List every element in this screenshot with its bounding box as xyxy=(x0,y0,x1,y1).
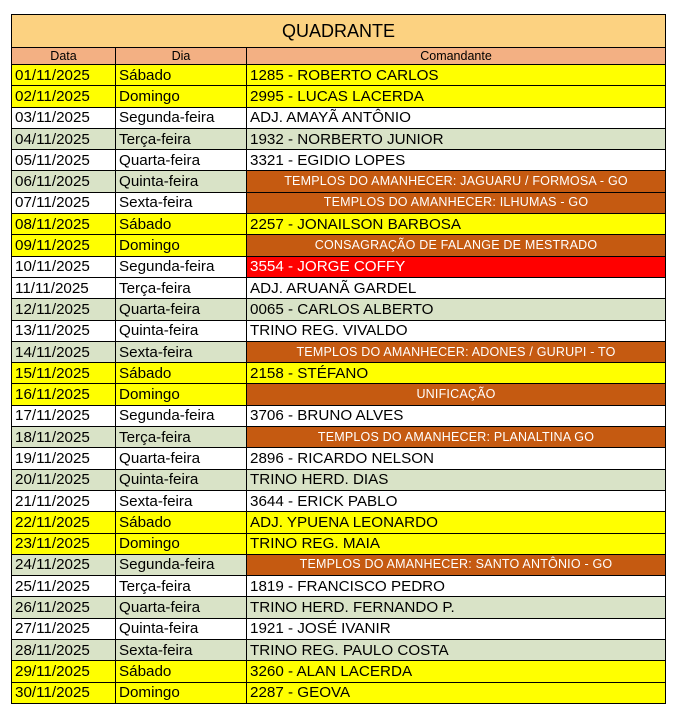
table-row xyxy=(12,682,666,703)
commander-cell: TRINO HERD. FERNANDO P. xyxy=(247,597,666,618)
date-cell: 10/11/2025 xyxy=(12,256,116,277)
commander-cell: 2287 - GEOVA xyxy=(247,682,666,703)
sheet-title: QUADRANTE xyxy=(12,15,666,48)
title-row xyxy=(12,15,666,48)
commander-cell: 1285 - ROBERTO CARLOS xyxy=(247,65,666,86)
table-row xyxy=(12,363,666,384)
table-row xyxy=(12,554,666,575)
header-commander: Comandante xyxy=(247,48,666,65)
commander-cell: TRINO HERD. DIAS xyxy=(247,469,666,490)
commander-cell: CONSAGRAÇÃO DE FALANGE DE MESTRADO xyxy=(247,235,666,256)
day-cell: Quarta-feira xyxy=(116,299,247,320)
table-row xyxy=(12,533,666,554)
commander-cell: ADJ. AMAYÃ ANTÔNIO xyxy=(247,107,666,128)
header-row xyxy=(12,48,666,65)
date-cell: 28/11/2025 xyxy=(12,640,116,661)
header-day: Dia xyxy=(116,48,247,65)
date-cell: 06/11/2025 xyxy=(12,171,116,192)
day-cell: Domingo xyxy=(116,86,247,107)
table-row xyxy=(12,576,666,597)
table-row xyxy=(12,661,666,682)
commander-cell: 2158 - STÉFANO xyxy=(247,363,666,384)
date-cell: 20/11/2025 xyxy=(12,469,116,490)
table-row xyxy=(12,405,666,426)
table-row xyxy=(12,448,666,469)
date-cell: 23/11/2025 xyxy=(12,533,116,554)
table-row xyxy=(12,597,666,618)
date-cell: 08/11/2025 xyxy=(12,214,116,235)
day-cell: Quinta-feira xyxy=(116,171,247,192)
commander-cell: 1921 - JOSÉ IVANIR xyxy=(247,618,666,639)
commander-cell: 3554 - JORGE COFFY xyxy=(247,256,666,277)
table-row xyxy=(12,299,666,320)
date-cell: 01/11/2025 xyxy=(12,65,116,86)
commander-cell: UNIFICAÇÃO xyxy=(247,384,666,405)
table-row xyxy=(12,490,666,511)
day-cell: Domingo xyxy=(116,682,247,703)
day-cell: Sexta-feira xyxy=(116,640,247,661)
commander-cell: 2257 - JONAILSON BARBOSA xyxy=(247,214,666,235)
table-row xyxy=(12,618,666,639)
table-row xyxy=(12,469,666,490)
commander-cell: 3321 - EGIDIO LOPES xyxy=(247,150,666,171)
table-row xyxy=(12,150,666,171)
table-row xyxy=(12,65,666,86)
schedule-table xyxy=(11,14,666,704)
date-cell: 11/11/2025 xyxy=(12,277,116,298)
day-cell: Quarta-feira xyxy=(116,150,247,171)
table-row xyxy=(12,341,666,362)
day-cell: Terça-feira xyxy=(116,277,247,298)
commander-cell: 1819 - FRANCISCO PEDRO xyxy=(247,576,666,597)
table-row xyxy=(12,192,666,213)
commander-cell: TEMPLOS DO AMANHECER: SANTO ANTÔNIO - GO xyxy=(247,554,666,575)
day-cell: Sexta-feira xyxy=(116,192,247,213)
date-cell: 21/11/2025 xyxy=(12,490,116,511)
day-cell: Sexta-feira xyxy=(116,341,247,362)
table-row xyxy=(12,320,666,341)
date-cell: 22/11/2025 xyxy=(12,512,116,533)
date-cell: 02/11/2025 xyxy=(12,86,116,107)
date-cell: 17/11/2025 xyxy=(12,405,116,426)
day-cell: Sábado xyxy=(116,363,247,384)
day-cell: Sexta-feira xyxy=(116,490,247,511)
day-cell: Segunda-feira xyxy=(116,256,247,277)
date-cell: 30/11/2025 xyxy=(12,682,116,703)
commander-cell: ADJ. YPUENA LEONARDO xyxy=(247,512,666,533)
table-row xyxy=(12,214,666,235)
date-cell: 25/11/2025 xyxy=(12,576,116,597)
day-cell: Terça-feira xyxy=(116,427,247,448)
date-cell: 03/11/2025 xyxy=(12,107,116,128)
day-cell: Quinta-feira xyxy=(116,320,247,341)
date-cell: 24/11/2025 xyxy=(12,554,116,575)
date-cell: 15/11/2025 xyxy=(12,363,116,384)
day-cell: Domingo xyxy=(116,235,247,256)
day-cell: Quarta-feira xyxy=(116,448,247,469)
table-row xyxy=(12,640,666,661)
day-cell: Quinta-feira xyxy=(116,469,247,490)
date-cell: 29/11/2025 xyxy=(12,661,116,682)
table-row xyxy=(12,512,666,533)
table-row xyxy=(12,235,666,256)
date-cell: 09/11/2025 xyxy=(12,235,116,256)
day-cell: Terça-feira xyxy=(116,128,247,149)
commander-cell: 3260 - ALAN LACERDA xyxy=(247,661,666,682)
day-cell: Quinta-feira xyxy=(116,618,247,639)
day-cell: Quarta-feira xyxy=(116,597,247,618)
date-cell: 07/11/2025 xyxy=(12,192,116,213)
commander-cell: 1932 - NORBERTO JUNIOR xyxy=(247,128,666,149)
day-cell: Segunda-feira xyxy=(116,107,247,128)
day-cell: Segunda-feira xyxy=(116,405,247,426)
date-cell: 26/11/2025 xyxy=(12,597,116,618)
date-cell: 04/11/2025 xyxy=(12,128,116,149)
table-row xyxy=(12,86,666,107)
date-cell: 05/11/2025 xyxy=(12,150,116,171)
commander-cell: 3706 - BRUNO ALVES xyxy=(247,405,666,426)
table-row xyxy=(12,256,666,277)
table-row xyxy=(12,128,666,149)
day-cell: Sábado xyxy=(116,661,247,682)
table-row xyxy=(12,384,666,405)
day-cell: Sábado xyxy=(116,512,247,533)
commander-cell: 0065 - CARLOS ALBERTO xyxy=(247,299,666,320)
day-cell: Domingo xyxy=(116,533,247,554)
day-cell: Segunda-feira xyxy=(116,554,247,575)
commander-cell: ADJ. ARUANÃ GARDEL xyxy=(247,277,666,298)
table-row xyxy=(12,277,666,298)
table-row xyxy=(12,107,666,128)
header-date: Data xyxy=(12,48,116,65)
commander-cell: 2995 - LUCAS LACERDA xyxy=(247,86,666,107)
date-cell: 19/11/2025 xyxy=(12,448,116,469)
table-row xyxy=(12,427,666,448)
table-row xyxy=(12,171,666,192)
date-cell: 27/11/2025 xyxy=(12,618,116,639)
commander-cell: TRINO REG. PAULO COSTA xyxy=(247,640,666,661)
commander-cell: TEMPLOS DO AMANHECER: ADONES / GURUPI - TO xyxy=(247,341,666,362)
date-cell: 18/11/2025 xyxy=(12,427,116,448)
commander-cell: TEMPLOS DO AMANHECER: JAGUARU / FORMOSA - GO xyxy=(247,171,666,192)
day-cell: Sábado xyxy=(116,65,247,86)
date-cell: 16/11/2025 xyxy=(12,384,116,405)
date-cell: 12/11/2025 xyxy=(12,299,116,320)
commander-cell: TEMPLOS DO AMANHECER: PLANALTINA GO xyxy=(247,427,666,448)
date-cell: 13/11/2025 xyxy=(12,320,116,341)
commander-cell: TRINO REG. VIVALDO xyxy=(247,320,666,341)
schedule-body xyxy=(12,15,666,704)
commander-cell: TEMPLOS DO AMANHECER: ILHUMAS - GO xyxy=(247,192,666,213)
commander-cell: 3644 - ERICK PABLO xyxy=(247,490,666,511)
day-cell: Sábado xyxy=(116,214,247,235)
date-cell: 14/11/2025 xyxy=(12,341,116,362)
day-cell: Domingo xyxy=(116,384,247,405)
day-cell: Terça-feira xyxy=(116,576,247,597)
commander-cell: TRINO REG. MAIA xyxy=(247,533,666,554)
commander-cell: 2896 - RICARDO NELSON xyxy=(247,448,666,469)
